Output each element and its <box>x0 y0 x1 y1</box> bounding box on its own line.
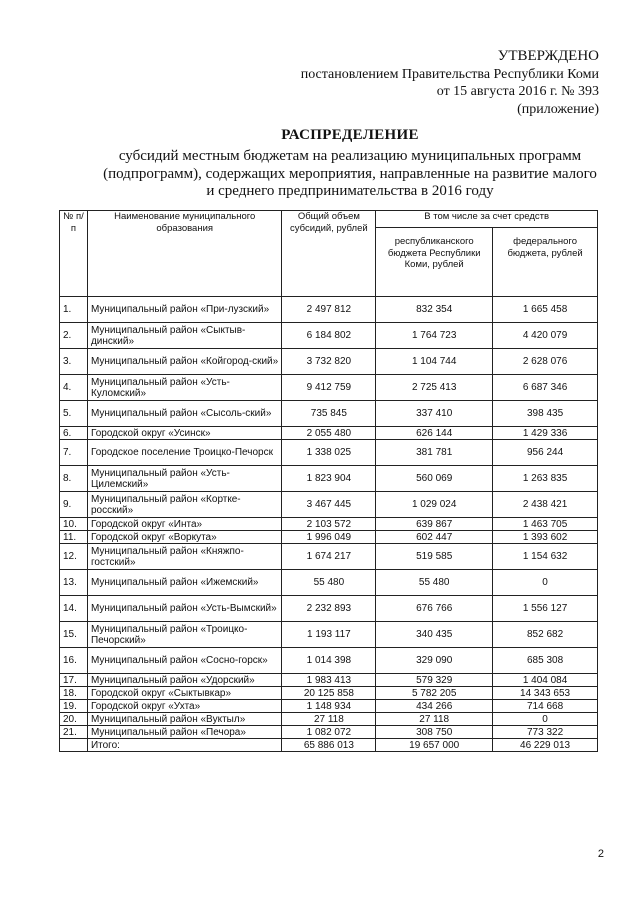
row-name: Муниципальный район «Сосно-горск» <box>87 648 282 674</box>
header-republic: республиканского бюджета Республики Коми, рублей <box>376 228 493 297</box>
row-total: 65 886 013 <box>282 739 376 752</box>
row-federal: 2 628 076 <box>493 349 598 375</box>
row-republic: 434 266 <box>376 700 493 713</box>
row-republic: 337 410 <box>376 401 493 427</box>
row-total: 20 125 858 <box>282 687 376 700</box>
row-total: 55 480 <box>282 570 376 596</box>
table-row <box>60 739 598 752</box>
header-num: № п/п <box>60 211 88 297</box>
row-total: 1 996 049 <box>282 531 376 544</box>
distribution-table <box>59 210 598 752</box>
row-federal: 1 154 632 <box>493 544 598 570</box>
row-number: 3. <box>60 349 88 375</box>
row-number <box>60 739 88 752</box>
row-federal: 1 429 336 <box>493 427 598 440</box>
row-republic: 519 585 <box>376 544 493 570</box>
table-row <box>60 375 598 401</box>
row-republic: 2 725 413 <box>376 375 493 401</box>
header-federal: федерального бюджета, рублей <box>493 228 598 297</box>
table-row <box>60 570 598 596</box>
row-total: 1 148 934 <box>282 700 376 713</box>
row-number: 14. <box>60 596 88 622</box>
row-federal: 14 343 653 <box>493 687 598 700</box>
row-number: 21. <box>60 726 88 739</box>
row-name: Муниципальный район «Усть-Вымский» <box>87 596 282 622</box>
row-number: 17. <box>60 674 88 687</box>
row-republic: 626 144 <box>376 427 493 440</box>
row-republic: 639 867 <box>376 518 493 531</box>
row-total: 2 103 572 <box>282 518 376 531</box>
row-republic: 381 781 <box>376 440 493 466</box>
row-federal: 398 435 <box>493 401 598 427</box>
row-number: 18. <box>60 687 88 700</box>
row-federal: 714 668 <box>493 700 598 713</box>
table-row <box>60 349 598 375</box>
table-row <box>60 726 598 739</box>
table-row <box>60 596 598 622</box>
row-name: Городской округ «Сыктывкар» <box>87 687 282 700</box>
row-name: Городской округ «Усинск» <box>87 427 282 440</box>
table-row <box>60 648 598 674</box>
row-name: Муниципальный район «Усть-Цилемский» <box>87 466 282 492</box>
row-federal: 852 682 <box>493 622 598 648</box>
table-row <box>60 713 598 726</box>
row-name: Муниципальный район «Сыктыв-динский» <box>87 323 282 349</box>
row-federal: 1 263 835 <box>493 466 598 492</box>
row-name: Городской округ «Ухта» <box>87 700 282 713</box>
row-republic: 340 435 <box>376 622 493 648</box>
row-name: Муниципальный район «Печора» <box>87 726 282 739</box>
document-title: РАСПРЕДЕЛЕНИЕ <box>281 127 419 143</box>
row-total: 2 497 812 <box>282 297 376 323</box>
row-name: Муниципальный район «Койгород-ский» <box>87 349 282 375</box>
table-row <box>60 674 598 687</box>
approval-date: от 15 августа 2016 г. № 393 <box>436 84 599 99</box>
table-row <box>60 687 598 700</box>
row-number: 10. <box>60 518 88 531</box>
row-federal: 2 438 421 <box>493 492 598 518</box>
table-row <box>60 466 598 492</box>
row-republic: 579 329 <box>376 674 493 687</box>
row-republic: 5 782 205 <box>376 687 493 700</box>
row-total: 2 055 480 <box>282 427 376 440</box>
subtitle-line-3: и среднего предпринимательства в 2016 году <box>206 183 494 199</box>
table-body <box>60 297 598 752</box>
row-republic: 19 657 000 <box>376 739 493 752</box>
row-number: 7. <box>60 440 88 466</box>
row-number: 6. <box>60 427 88 440</box>
row-name: Муниципальный район «Усть-Куломский» <box>87 375 282 401</box>
row-federal: 0 <box>493 570 598 596</box>
row-total: 1 823 904 <box>282 466 376 492</box>
table-row <box>60 323 598 349</box>
row-number: 13. <box>60 570 88 596</box>
row-federal: 6 687 346 <box>493 375 598 401</box>
row-number: 11. <box>60 531 88 544</box>
row-number: 16. <box>60 648 88 674</box>
row-total: 1 983 413 <box>282 674 376 687</box>
row-total: 1 338 025 <box>282 440 376 466</box>
table-row <box>60 622 598 648</box>
table-row <box>60 401 598 427</box>
approval-decree: постановлением Правительства Республики Коми <box>300 66 599 82</box>
row-name: Итого: <box>87 739 282 752</box>
table-row <box>60 440 598 466</box>
row-federal: 773 322 <box>493 726 598 739</box>
row-name: Муниципальный район «Удорский» <box>87 674 282 687</box>
header-total: Общий объем субсидий, рублей <box>282 211 376 297</box>
row-name: Городское поселение Троицко-Печорск <box>87 440 282 466</box>
row-total: 9 412 759 <box>282 375 376 401</box>
row-republic: 832 354 <box>376 297 493 323</box>
row-name: Муниципальный район «Сысоль-ский» <box>87 401 282 427</box>
row-name: Муниципальный район «При-лузский» <box>87 297 282 323</box>
document-heading <box>60 127 640 201</box>
row-number: 8. <box>60 466 88 492</box>
row-federal: 1 556 127 <box>493 596 598 622</box>
header-including: В том числе за счет средств <box>376 211 598 228</box>
table-row <box>60 297 598 323</box>
subtitle-line-2: (подпрограмм), содержащих мероприятия, направленные на развитие малого <box>103 165 597 182</box>
row-republic: 676 766 <box>376 596 493 622</box>
row-number: 5. <box>60 401 88 427</box>
table-row <box>60 492 598 518</box>
row-federal: 1 665 458 <box>493 297 598 323</box>
table-row <box>60 531 598 544</box>
row-number: 9. <box>60 492 88 518</box>
row-republic: 560 069 <box>376 466 493 492</box>
row-total: 1 082 072 <box>282 726 376 739</box>
row-total: 1 193 117 <box>282 622 376 648</box>
row-number: 2. <box>60 323 88 349</box>
row-total: 3 732 820 <box>282 349 376 375</box>
row-name: Городской округ «Воркута» <box>87 531 282 544</box>
row-republic: 1 029 024 <box>376 492 493 518</box>
row-total: 27 118 <box>282 713 376 726</box>
row-republic: 602 447 <box>376 531 493 544</box>
row-federal: 1 404 084 <box>493 674 598 687</box>
row-federal: 1 463 705 <box>493 518 598 531</box>
row-number: 15. <box>60 622 88 648</box>
row-number: 4. <box>60 375 88 401</box>
row-name: Муниципальный район «Ижемский» <box>87 570 282 596</box>
row-republic: 55 480 <box>376 570 493 596</box>
row-number: 1. <box>60 297 88 323</box>
row-number: 20. <box>60 713 88 726</box>
approval-title: УТВЕРЖДЕНО <box>497 48 599 64</box>
row-republic: 329 090 <box>376 648 493 674</box>
row-name: Городской округ «Инта» <box>87 518 282 531</box>
approval-appendix: (приложение) <box>517 101 599 117</box>
row-republic: 308 750 <box>376 726 493 739</box>
table-row <box>60 518 598 531</box>
row-total: 735 845 <box>282 401 376 427</box>
row-federal: 0 <box>493 713 598 726</box>
page-number: 2 <box>597 848 604 860</box>
header-name: Наименование муниципального образования <box>87 211 282 297</box>
row-republic: 1 764 723 <box>376 323 493 349</box>
row-name: Муниципальный район «Вуктыл» <box>87 713 282 726</box>
row-federal: 46 229 013 <box>493 739 598 752</box>
row-federal: 4 420 079 <box>493 323 598 349</box>
subtitle-line-1: субсидий местным бюджетам на реализацию муниципальных программ <box>118 148 582 164</box>
row-number: 12. <box>60 544 88 570</box>
row-republic: 1 104 744 <box>376 349 493 375</box>
row-republic: 27 118 <box>376 713 493 726</box>
table-row <box>60 700 598 713</box>
approval-block <box>301 48 599 118</box>
row-federal: 685 308 <box>493 648 598 674</box>
row-total: 1 014 398 <box>282 648 376 674</box>
row-name: Муниципальный район «Корткe-росский» <box>87 492 282 518</box>
row-total: 1 674 217 <box>282 544 376 570</box>
row-federal: 1 393 602 <box>493 531 598 544</box>
table-row <box>60 427 598 440</box>
table-row <box>60 544 598 570</box>
row-total: 6 184 802 <box>282 323 376 349</box>
document-subtitle <box>60 148 640 201</box>
row-name: Муниципальный район «Троицко-Печорский» <box>87 622 282 648</box>
row-federal: 956 244 <box>493 440 598 466</box>
row-name: Муниципальный район «Княжпо-гостский» <box>87 544 282 570</box>
row-total: 3 467 445 <box>282 492 376 518</box>
row-number: 19. <box>60 700 88 713</box>
row-total: 2 232 893 <box>282 596 376 622</box>
